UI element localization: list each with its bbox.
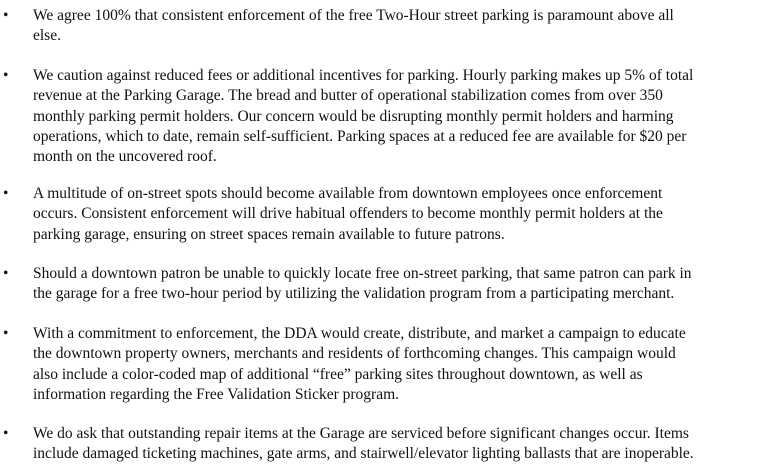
text-line: parking garage, ensuring on street spaces remain available to future patrons. <box>33 225 505 243</box>
bullet-marker: • <box>3 325 9 342</box>
text-line: With a commitment to enforcement, the DDA would create, distribute, and market a campaign to educate <box>33 325 686 342</box>
text-line: Should a downtown patron be unable to quickly locate free on-street parking, that same patron can park in <box>33 265 692 282</box>
text-line: include damaged ticketing machines, gate arms, and stairwell/elevator lighting ballasts that are inoperable. <box>33 445 694 463</box>
bullet-marker: • <box>3 7 9 24</box>
text-line: occurs. Consistent enforcement will drive habitual offenders to become monthly permit holders at the <box>33 205 663 223</box>
text-line: We caution against reduced fees or additional incentives for parking. Hourly parking makes up 5% of total <box>33 67 694 84</box>
bullet-text <box>33 66 755 167</box>
text-line: We agree 100% that consistent enforcement of the free Two-Hour street parking is paramount above all <box>33 7 674 24</box>
text-line: the garage for a free two-hour period by utilizing the validation program from a participating merchant. <box>33 285 675 303</box>
bullet-marker: • <box>3 265 9 282</box>
text-line: A multitude of on-street spots should become available from downtown employees once enforcement <box>33 185 663 202</box>
text-line: the downtown property owners, merchants and residents of forthcoming changes. This campaign would <box>33 345 676 363</box>
bullet-marker: • <box>3 67 9 84</box>
text-line: else. <box>33 27 61 45</box>
text-line: information regarding the Free Validation Sticker program. <box>33 385 400 403</box>
text-line: operations, which to date, remain self-sufficient. Parking spaces at a reduced fee are available for $20 per <box>33 127 687 145</box>
bullet-text <box>33 264 755 305</box>
bullet-text <box>33 184 755 245</box>
bullet-text <box>33 6 755 47</box>
bullet-text <box>33 424 755 465</box>
bullet-marker: • <box>3 425 9 442</box>
bullet-text <box>33 324 755 405</box>
text-line: revenue at the Parking Garage. The bread and butter of operational stabilization comes from over 350 <box>33 87 663 105</box>
text-line: month on the uncovered roof. <box>33 148 217 166</box>
text-line: also include a color-coded map of additional “free” parking sites throughout downtown, as well as <box>33 365 643 383</box>
text-line: monthly parking permit holders. Our concern would be disrupting monthly permit holders and harming <box>33 107 674 125</box>
bullet-marker: • <box>3 185 9 202</box>
text-line: We do ask that outstanding repair items at the Garage are serviced before significant changes occur. Items <box>33 425 689 442</box>
